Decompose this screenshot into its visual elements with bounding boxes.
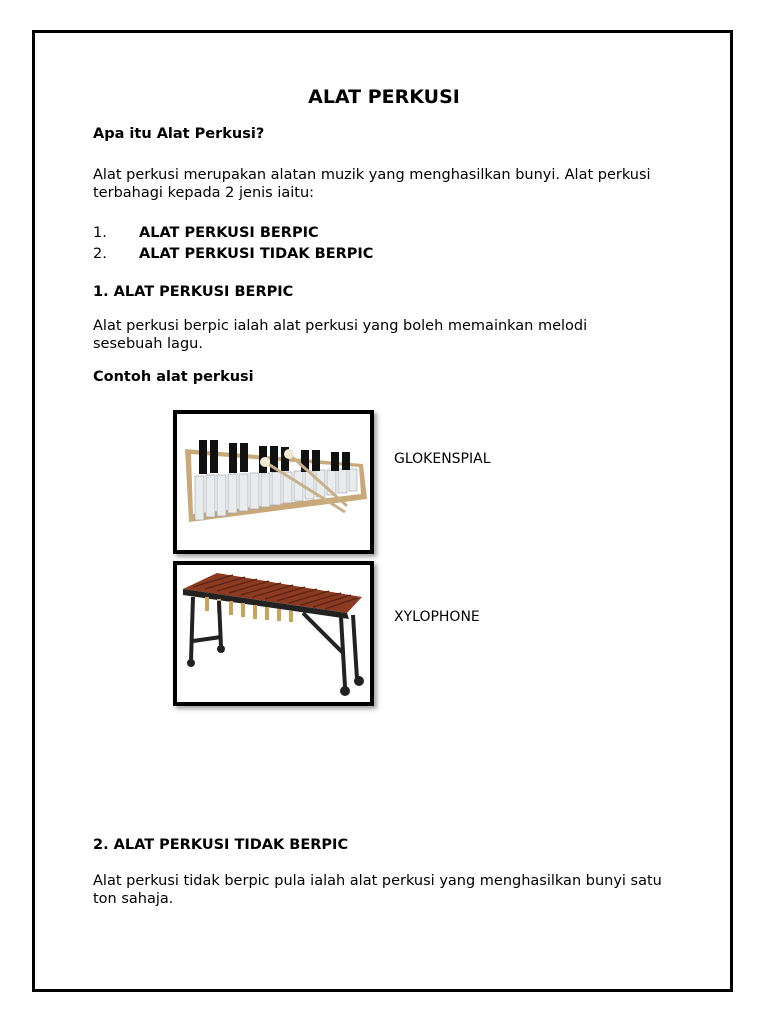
list-number-1: 1. [93, 225, 107, 241]
intro-paragraph: Alat perkusi merupakan alatan muzik yang menghasilkan bunyi. Alat perkusi terbahagi kepada 2 jenis iaitu: [93, 167, 651, 201]
question-heading: Apa itu Alat Perkusi? [93, 126, 265, 142]
xylophone-label: XYLOPHONE [394, 609, 480, 625]
xylophone-icon [177, 565, 370, 702]
glockenspiel-label: GLOKENSPIAL [394, 451, 491, 467]
example-heading: Contoh alat perkusi [93, 369, 254, 385]
section1-heading: 1. ALAT PERKUSI BERPIC [93, 284, 294, 300]
list-item-1: ALAT PERKUSI BERPIC [139, 225, 319, 241]
section2-paragraph: Alat perkusi tidak berpic pula ialah alat perkusi yang menghasilkan bunyi satu ton sahaja. [93, 873, 662, 907]
page-title: ALAT PERKUSI [308, 86, 460, 108]
glockenspiel-image [173, 410, 374, 554]
list-number-2: 2. [93, 246, 107, 262]
xylophone-image [173, 561, 374, 706]
section2-heading: 2. ALAT PERKUSI TIDAK BERPIC [93, 837, 349, 853]
section1-paragraph: Alat perkusi berpic ialah alat perkusi yang boleh memainkan melodi sesebuah lagu. [93, 318, 588, 352]
glockenspiel-icon [177, 414, 370, 550]
list-item-2: ALAT PERKUSI TIDAK BERPIC [139, 246, 374, 262]
